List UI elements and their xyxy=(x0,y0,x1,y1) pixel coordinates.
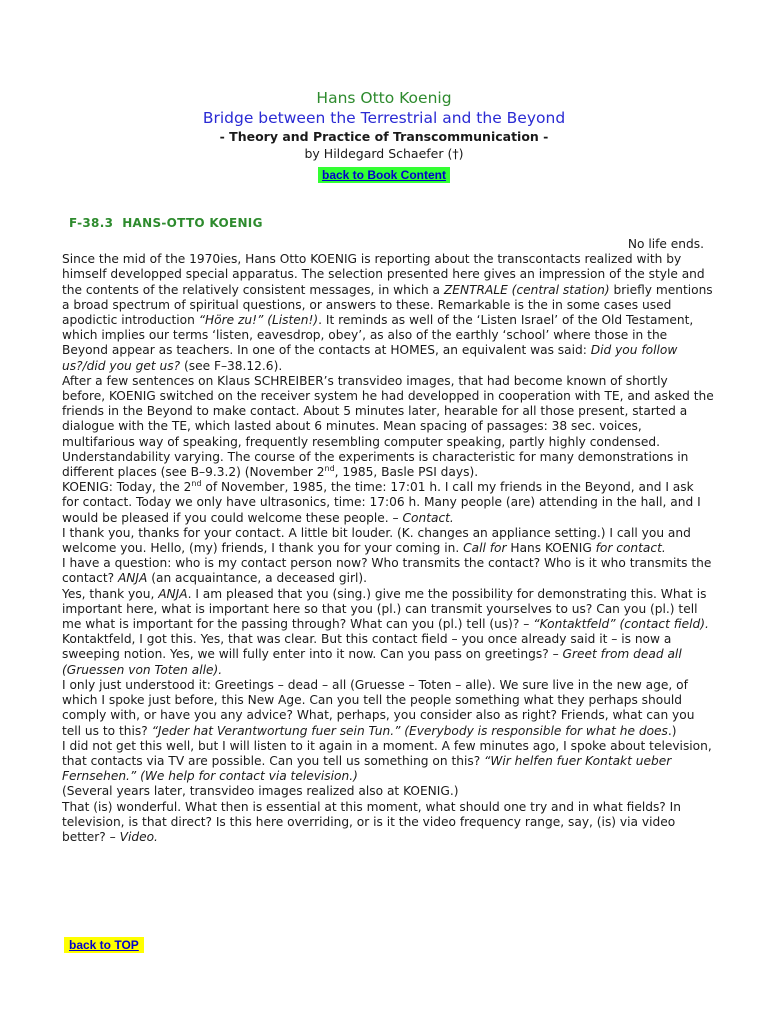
back-to-book-content-link[interactable]: back to Book Content xyxy=(318,167,450,183)
paragraph-dialogue-4: Yes, thank you, ANJA. I am pleased that you (sing.) give me the possibility for demonstrating this. What is important here, what is important here so that you (pl.) can transmit yourselves to us? Can you (pl.) tell me what is important for the passing through? What can you (pl.) tell (us)? – “Kontaktfeld” (contact field). xyxy=(62,586,709,632)
section-title: HANS-OTTO KOENIG xyxy=(122,216,263,230)
back-to-top-link[interactable]: back to TOP xyxy=(64,937,144,953)
paragraph-dialogue-3: I have a question: who is my contact person now? Who transmits the contact? Who is it who transmits the contact? ANJA (an acquaintance, a deceased girl). xyxy=(62,556,712,586)
paragraph-dialogue-6: I only just understood it: Greetings – dead – all (Gruesse – Toten – alle). We sure live in the new age, of which I spoke just before, this New Age. Can you tell the people something what they perhaps should comply with, or have you any advice? What, perhaps, you consider also as right? Friends, what can you tell us to this? “Jeder hat Verantwortung fuer sein Tun.” (Everybody is responsible for what he does.) xyxy=(62,677,695,738)
section-id: F-38.3 xyxy=(69,216,114,230)
book-subtitle: - Theory and Practice of Transcommunication - xyxy=(219,129,549,144)
paragraph-dialogue-8: That (is) wonderful. What then is essential at this moment, what should one try and in what fields? In television, is that direct? Is this here overriding, or is it the video frequency range, say, (is) via video better? – Video. xyxy=(62,799,681,844)
paragraph-dialogue-1: KOENIG: Today, the 2nd of November, 1985, the time: 17:01 h. I call my friends in the Beyond, and I ask for contact. Today we only have ultrasonics, time: 17:06 h. Many people (are) attending in the hall, and I would be pleased if you could welcome these people. – Contact. xyxy=(62,479,701,525)
paragraph-dialogue-2: I thank you, thanks for your contact. A little bit louder. (K. changes an appliance setting.) I call you and welcome you. Hello, (my) friends, I thank you for your coming in. Call for Hans KOENIG for contact. xyxy=(62,525,691,556)
paragraph-dialogue-7: I did not get this well, but I will listen to it again in a moment. A few minutes ago, I spoke about television, that contacts via TV are possible. Can you tell us something on this? “Wir helfen fuer Kontakt ueber Fernsehen.” (We help for contact via television.) xyxy=(62,738,712,784)
page-header xyxy=(0,88,768,183)
paragraph-note: (Several years later, transvideo images realized also at KOENIG.) xyxy=(62,784,459,799)
motto: No life ends. xyxy=(627,237,704,251)
section-heading xyxy=(69,216,263,230)
author-name: Hans Otto Koenig xyxy=(316,89,452,107)
book-title: Bridge between the Terrestrial and the Beyond xyxy=(202,109,566,127)
paragraph-intro: Since the mid of the 1970ies, Hans Otto KOENIG is reporting about the transcontacts realized with by himself developped special apparatus. The selection presented here gives an impression of the style and the contents of the relatively consistent messages, in which a ZENTRALE (central station) briefly mentions a broad spectrum of spiritual questions, or answers to these. Remarkable is the in some cases used apodictic introduction “Höre zu!” (Listen!). It reminds as well of the ‘Listen Israel’ of the Old Testament, which implies our terms ‘listen, eavesdrop, obey’, as also of the earthly ‘school’ where those in the Beyond appear as teachers. In one of the contacts at HOMES, an equivalent was said: Did you follow us?/did you get us? (see F–38.12.6). xyxy=(62,252,713,373)
byline: by Hildegard Schaefer (†) xyxy=(304,146,464,161)
paragraph-context: After a few sentences on Klaus SCHREIBER’s transvideo images, that had become known of shortly before, KOENIG switched on the receiver system he had developped in cooperation with TE, and asked the friends in the Beyond to make contact. About 5 minutes later, hearable for all those present, started a dialogue with the TE, which lasted about 6 minutes. Mean spacing of passages: 38 sec. voices, multifarious way of speaking, frequently resembling computer speaking, partly highly condensed. Understandability varying. The course of the experiments is characteristic for many demonstrations in different places (see B–9.3.2) (November 2nd, 1985, Basle PSI days). xyxy=(62,373,714,480)
article-body xyxy=(62,237,714,845)
paragraph-dialogue-5: Kontaktfeld, I got this. Yes, that was clear. But this contact field – you once already said it – is now a sweeping notion. Yes, we will fully enter into it now. Can you pass on greetings? – Greet from dead all (Gruessen von Toten alle). xyxy=(62,632,682,677)
